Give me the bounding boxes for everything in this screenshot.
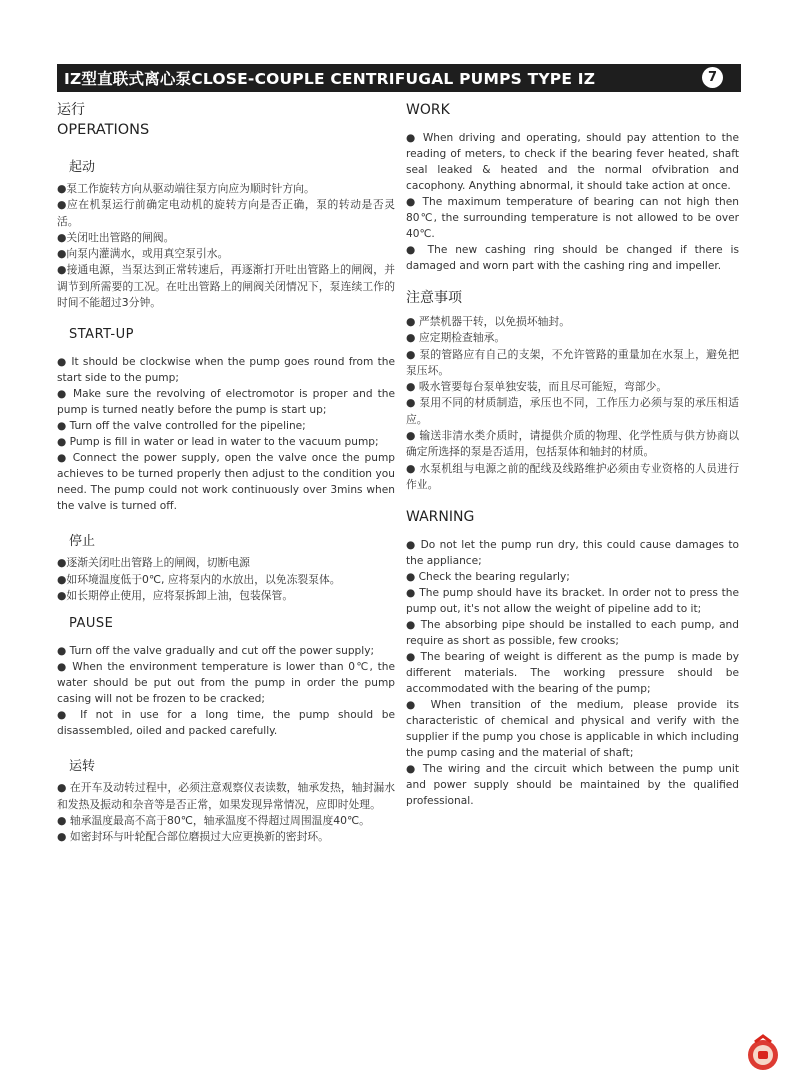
- running-cn-item: ● 轴承温度最高不高于80℃，轴承温度不得超过周围温度40℃。: [57, 813, 370, 827]
- pause-en-item: ● When the environment temperature is lower than 0℃, the water should be put out from the pump in order the pump casing will not be frozen to be cracked;: [57, 661, 395, 706]
- warning-en-item: ● The bearing of weight is different as the pump is made by different materials. The working pressure should be accommodated with the bearing of the pump;: [406, 651, 739, 696]
- notice-cn-item: ● 应定期检查轴承。: [406, 331, 506, 345]
- pause-en-item: ● Turn off the valve gradually and cut off the power supply;: [57, 645, 375, 658]
- notice-cn-item: ● 吸水管要每台泵单独安装，而且尽可能短，弯部少。: [406, 380, 668, 394]
- pause-heading-en: PAUSE: [69, 616, 114, 632]
- title-bar: [57, 64, 741, 92]
- stop-cn-item: ●逐渐关闭吐出管路上的闸阀，切断电源: [57, 556, 250, 570]
- stop-cn-item: ●如环境温度低于0℃, 应将泵内的水放出，以免冻裂泵体。: [57, 572, 341, 586]
- startup-en-item: ● It should be clockwise when the pump goes round from the start side to the pump;: [57, 356, 395, 385]
- work-en-item: ● When driving and operating, should pay attention to the reading of meters, to check if the bearing fever heated, shaft seal leaked & heated and the normal ofvibration and cacophony. Anything abnormal, it should take action at once.: [406, 132, 739, 192]
- startup-cn-item: ●接通电源，当泵达到正常转速后，再逐渐打开吐出管路上的闸阀，并调节到所需要的工况。在吐出管路上的闸阀关闭情况下，泵连续工作的时间不能超过3分钟。: [57, 263, 395, 310]
- work-heading: WORK: [406, 102, 450, 118]
- notice-cn-list: [406, 314, 739, 493]
- left-column: [57, 100, 395, 845]
- work-en-item: ● The maximum temperature of bearing can not high then 80℃, the surrounding temperature is not allowed to be over 40℃.: [406, 196, 739, 240]
- stop-cn-item: ●如长期停止使用，应将泵拆卸上油，包装保管。: [57, 588, 294, 602]
- brand-logo-icon: [742, 1032, 784, 1074]
- warning-en-item: ● Do not let the pump run dry, this could cause damages to the appliance;: [406, 539, 739, 568]
- startup-en-item: ● Make sure the revolving of electromotor is proper and the pump is turned neatly before the pump is start up;: [57, 388, 395, 417]
- startup-cn-item: ●泵工作旋转方向从驱动端往泵方向应为顺时针方向。: [57, 182, 315, 195]
- startup-heading-cn: 起动: [69, 160, 96, 175]
- operations-heading-cn: 运行: [57, 102, 85, 118]
- notice-heading-cn: 注意事项: [406, 290, 462, 306]
- stop-cn-list: [57, 555, 395, 604]
- startup-cn-item: ●关闭吐出管路的闸阀。: [57, 230, 175, 244]
- notice-cn-item: ● 水泵机组与电源之前的配线及线路维护必须由专业资格的人员进行作业。: [406, 461, 739, 491]
- startup-cn-list: [57, 181, 395, 311]
- pause-en-list: [57, 643, 395, 739]
- page-number-badge: 7: [702, 67, 723, 88]
- pause-en-item: ● If not in use for a long time, the pump should be disassembled, oiled and packed carefully.: [57, 709, 395, 738]
- startup-cn-item: ●应在机泵运行前确定电动机的旋转方向是否正确，泵的转动是否灵活。: [57, 198, 395, 228]
- startup-en-item: ● Connect the power supply, open the valve once the pump achieves to be turned properly then adjust to the condition you need. The pump could not work continuously over 3mins when the valve is turned off.: [57, 452, 395, 513]
- warning-en-item: ● The absorbing pipe should be installed to each pump, and require as short as possible, few crooks;: [406, 619, 739, 648]
- operations-heading-en: OPERATIONS: [57, 122, 150, 138]
- running-heading-cn: 运转: [69, 759, 96, 775]
- startup-heading-en: START-UP: [69, 327, 134, 343]
- right-column: [406, 100, 739, 809]
- startup-en-item: ● Pump is fill in water or lead in water to the vacuum pump;: [57, 436, 379, 449]
- warning-en-item: ● Check the bearing regularly;: [406, 571, 570, 584]
- warning-en-list: [406, 537, 739, 809]
- page-title: IZ型直联式离心泵CLOSE-COUPLE CENTRIFUGAL PUMPS TYPE IZ: [64, 70, 596, 88]
- work-en-item: ● The new cashing ring should be changed if there is damaged and worn part with the cashing ring and impeller.: [406, 244, 739, 272]
- warning-en-item: ● The pump should have its bracket. In order not to press the pump out, it's not allow the weight of pipeline add to it;: [406, 587, 739, 616]
- notice-cn-item: ● 严禁机器干转，以免损坏轴封。: [406, 315, 571, 328]
- notice-cn-item: ● 泵的管路应有自己的支架，不允许管路的重量加在水泵上，避免把泵压坏。: [406, 347, 739, 377]
- startup-cn-item: ●向泵内灌满水，或用真空泵引水。: [57, 247, 229, 261]
- notice-cn-item: ● 输送非清水类介质时，请提供介质的物理、化学性质与供方协商以确定所选择的泵是否适用，包括泵体和轴封的材质。: [406, 429, 739, 459]
- startup-en-item: ● Turn off the valve controlled for the pipeline;: [57, 420, 306, 433]
- running-cn-list: [57, 780, 395, 845]
- warning-en-item: ● When transition of the medium, please provide its characteristic of chemical and physical and verify with the supplier if the pump you chose is applicable in which including the pump casing and the material of shaft;: [406, 699, 739, 760]
- startup-en-list: [57, 354, 395, 514]
- notice-cn-item: ● 泵用不同的材质制造，承压也不同，工作压力必须与泵的承压相适应。: [406, 396, 739, 426]
- work-en-list: [406, 130, 739, 274]
- warning-heading: WARNING: [406, 509, 475, 526]
- running-cn-item: ● 如密封环与叶轮配合部位磨损过大应更换新的密封环。: [57, 830, 329, 844]
- stop-heading-cn: 停止: [69, 534, 96, 550]
- running-cn-item: ● 在开车及动转过程中，必须注意观察仪表读数，轴承发热，轴封漏水和发热及振动和杂音等是否正常，如果发现异常情况，应即时处理。: [57, 781, 395, 811]
- warning-en-item: ● The wiring and the circuit which between the pump unit and power supply should be maintained by the qualified professional.: [406, 763, 739, 808]
